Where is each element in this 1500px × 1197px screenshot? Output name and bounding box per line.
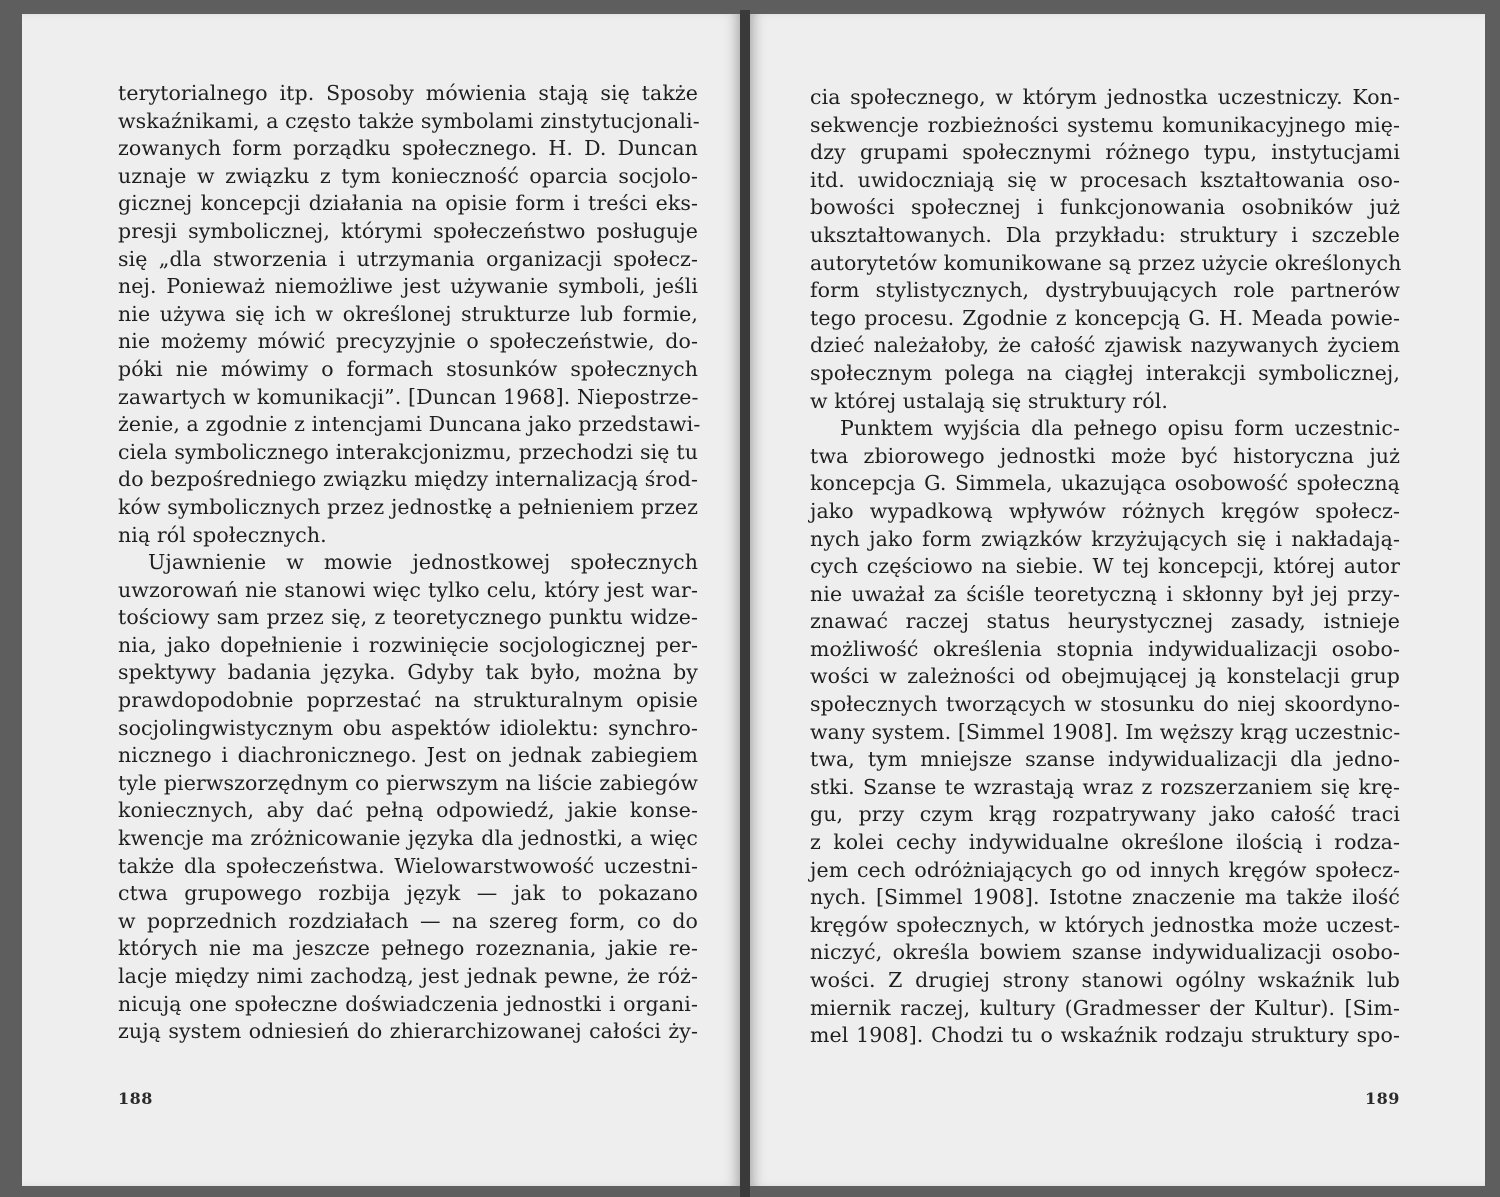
- text-line: itd. uwidoczniają się w procesach kształtowania oso-: [810, 167, 1400, 192]
- text-line: ków symbolicznych przez jednostkę a pełnieniem przez: [118, 494, 698, 519]
- text-line: terytorialnego itp. Sposoby mówienia stają się także: [118, 81, 698, 105]
- text-line: sekwencje rozbieżności systemu komunikacyjnego mię-: [810, 112, 1400, 137]
- text-line: koniecznych, aby dać pełną odpowiedź, jakie konse-: [118, 798, 698, 823]
- text-line: nie uważał za ściśle teoretyczną i skłonny był jej przy-: [810, 581, 1400, 606]
- text-line: znawać raczej status heurystycznej zasady, istnieje: [810, 609, 1400, 634]
- text-line: z kolei cechy indywidualne określone ilością i rodza-: [810, 830, 1400, 855]
- text-line: lacje między nimi zachodzą, jest jednak pewne, że róż-: [118, 964, 698, 988]
- text-line: mel 1908]. Chodzi tu o wskaźnik rodzaju struktury spo-: [810, 1023, 1400, 1048]
- text-line: wskaźnikami, a często także symbolami zinstytucjonali-: [118, 108, 700, 133]
- text-line: zowanych form porządku społecznego. H. D. Duncan: [118, 136, 698, 161]
- text-line: zawartych w komunikacji”. [Duncan 1968]. Niepostrze-: [118, 384, 699, 409]
- page-number: 189: [1365, 1089, 1400, 1108]
- text-line: ciela symbolicznego interakcjonizmu, przechodzi się tu: [118, 439, 698, 464]
- text-line: nie możemy mówić precyzyjnie o społeczeństwie, do-: [118, 329, 698, 354]
- text-line: niczyć, określa bowiem szanse indywidualizacji osobo-: [810, 940, 1400, 965]
- text-line: form stylistycznych, dystrybuujących role partnerów: [810, 278, 1400, 303]
- text-line: uznaje w związku z tym konieczność oparcia socjolo-: [118, 163, 698, 188]
- text-line: cia społecznego, w którym jednostka uczestniczy. Kon-: [810, 85, 1400, 109]
- text-line: nicują one społeczne doświadczenia jednostki i organi-: [118, 991, 698, 1016]
- text-line: cych częściowo na siebie. W tej koncepcji, której autor: [810, 554, 1400, 579]
- text-line: się „dla stworzenia i utrzymania organizacji społecz-: [118, 246, 698, 271]
- text-line: do bezpośredniego związku między internalizacją środ-: [118, 467, 698, 492]
- text-line: tego procesu. Zgodnie z koncepcją G. H. Meada powie-: [810, 305, 1400, 330]
- text-line: możliwość określenia stopnia indywidualizacji osobo-: [810, 636, 1400, 661]
- text-line: spektywy badania języka. Gdyby tak było, można by: [118, 660, 698, 685]
- text-line: uwzorowań nie stanowi więc tylko celu, który jest war-: [118, 577, 698, 602]
- text-line: także dla społeczeństwa. Wielowarstwowość uczestni-: [118, 853, 698, 878]
- text-line: socjolingwistycznym obu aspektów idiolektu: synchro-: [118, 715, 698, 740]
- text-line: prawdopodobnie poprzestać na strukturalnym opisie: [118, 688, 698, 713]
- text-line: kwencje ma zróżnicowanie języka dla jednostki, a więc: [118, 826, 698, 851]
- text-line: póki nie mówimy o formach stosunków społecznych: [118, 356, 698, 381]
- text-line: społecznym polega na ciągłej interakcji symbolicznej,: [810, 360, 1400, 385]
- text-line: dzy grupami społecznymi różnego typu, instytucjami: [810, 140, 1400, 165]
- text-line: jem cech odróżniających go od innych kręgów społecz-: [810, 857, 1400, 882]
- text-line: ukształtowanych. Dla przykładu: struktury i szczeble: [810, 222, 1400, 247]
- text-line: kręgów społecznych, w których jednostka może uczest-: [810, 912, 1400, 937]
- text-line: nie używa się ich w określonej strukturze lub formie,: [118, 301, 698, 326]
- text-line: bowości społecznej i funkcjonowania osobników już: [810, 195, 1400, 220]
- text-line: nia, jako dopełnienie i rozwinięcie socjologicznej per-: [118, 632, 698, 657]
- text-line: stki. Szanse te wzrastają wraz z rozszerzaniem się krę-: [810, 774, 1400, 799]
- text-line: twa zbiorowego jednostki może być historyczna już: [810, 443, 1400, 468]
- text-line: których nie ma jeszcze pełnego rozeznania, jakie re-: [118, 936, 698, 961]
- text-line: nicznego i diachronicznego. Jest on jednak zabiegiem: [118, 743, 698, 768]
- book-gutter: [740, 10, 750, 1197]
- text-line: tościowy sam przez się, z teoretycznego punktu widze-: [118, 605, 698, 630]
- text-line: Punktem wyjścia dla pełnego opisu form uczestnic-: [840, 416, 1400, 441]
- text-line: w poprzednich rozdziałach — na szereg form, co do: [118, 908, 698, 933]
- text-line: zują system odniesień do zhierarchizowanej całości ży-: [118, 1019, 698, 1044]
- text-line: presji symbolicznej, którymi społeczeństwo posługuje: [118, 218, 698, 243]
- text-line: tyle pierwszorzędnym co pierwszym na liście zabiegów: [118, 770, 698, 795]
- right-page: [750, 14, 1485, 1186]
- right-page-text: [810, 84, 1400, 1050]
- text-line: nych. [Simmel 1908]. Istotne znaczenie ma także ilość: [810, 885, 1400, 910]
- text-line: dzieć należałoby, że całość zjawisk nazywanych życiem: [810, 333, 1400, 358]
- page-number: 188: [118, 1089, 153, 1108]
- text-line: miernik raczej, kultury (Gradmesser der Kultur). [Sim-: [810, 995, 1400, 1020]
- text-line: nej. Ponieważ niemożliwe jest używanie symboli, jeśli: [118, 274, 698, 299]
- text-line: gicznej koncepcji działania na opisie form i treści eks-: [118, 191, 698, 216]
- text-line: społecznych tworzących w stosunku do niej skoordyno-: [810, 692, 1400, 717]
- text-line: w której ustalają się struktury ról.: [810, 388, 1168, 413]
- text-line: autorytetów komunikowane są przez użycie określonych: [810, 250, 1402, 275]
- text-line: gu, przy czym krąg rozpatrywany jako całość traci: [810, 802, 1400, 827]
- text-line: nych jako form związków krzyżujących się i nakładają-: [810, 526, 1400, 551]
- text-line: wości. Z drugiej strony stanowi ogólny wskaźnik lub: [810, 968, 1400, 992]
- text-line: twa, tym mniejsze szanse indywidualizacji dla jedno-: [810, 747, 1400, 772]
- left-page-text: [118, 80, 701, 1046]
- text-line: ctwa grupowego rozbija język — jak to pokazano: [118, 881, 698, 906]
- text-line: wości w zależności od obejmującej ją konstelacji grup: [810, 664, 1400, 689]
- text-line: wany system. [Simmel 1908]. Im węższy krąg uczestnic-: [810, 719, 1401, 744]
- left-page: [22, 14, 740, 1186]
- text-line: koncepcja G. Simmela, ukazująca osobowość społeczną: [810, 471, 1400, 496]
- text-line: jako wypadkową wpływów różnych kręgów społecz-: [810, 498, 1400, 523]
- text-line: nią ról społecznych.: [118, 522, 327, 547]
- text-line: żenie, a zgodnie z intencjami Duncana jako przedstawi-: [118, 412, 701, 437]
- text-line: Ujawnienie w mowie jednostkowej społecznych: [148, 550, 698, 575]
